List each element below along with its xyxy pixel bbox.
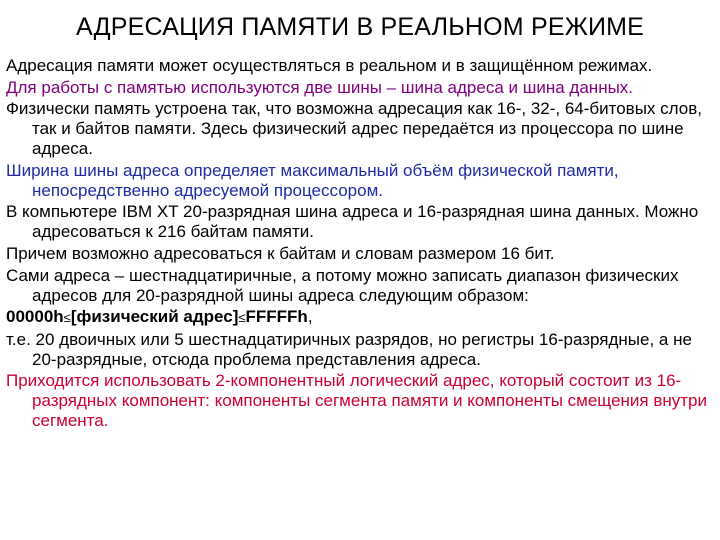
paragraph-ibm-xt: В компьютере IBM XT 20-разрядная шина адреса и 16-разрядная шина данных. Можно адресоваться к 216 байтам памяти. bbox=[6, 202, 699, 242]
address-range-formula bbox=[6, 307, 712, 328]
paragraph-logical-address: Приходится использовать 2-компонентный логический адрес, который состоит из 16-разрядных компонент: компоненты сегмента памяти и компоненты смещения внутри сегмента. bbox=[6, 371, 708, 431]
paragraph-addressing-modes: Адресация памяти может осуществляться в реальном и в защищённом режимах. bbox=[6, 56, 653, 75]
paragraph-bus-width: Ширина шины адреса определяет максимальный объём физической памяти, непосредственно адресуемой процессором. bbox=[6, 160, 619, 200]
slide-body bbox=[6, 56, 712, 433]
formula-middle: [физический адрес] bbox=[70, 307, 239, 327]
paragraph-two-buses: Для работы с памятью используются две шины – шина адреса и шина данных. bbox=[6, 77, 634, 97]
formula-trail: , bbox=[307, 307, 313, 327]
formula-end: FFFFFh bbox=[245, 307, 308, 327]
paragraph-physical-memory: Физически память устроена так, что возможна адресация как 16-, 32-, 64-битовых слов, так и байтов памяти. Здесь физический адрес передаётся из процессора по шине адреса. bbox=[6, 99, 702, 159]
paragraph-bytes-words: Причем возможно адресоваться к байтам и словам размером 16 бит. bbox=[6, 243, 555, 263]
paragraph-register-problem: т.е. 20 двоичных или 5 шестнадцатиричных разрядов, но регистры 16-разрядные, а не 20-разрядные, отсюда проблема представления адреса. bbox=[6, 329, 692, 369]
formula-arrow-right: ≤ bbox=[238, 310, 246, 326]
slide-title: АДРЕСАЦИЯ ПАМЯТИ В РЕАЛЬНОМ РЕЖИМЕ bbox=[75, 13, 645, 41]
paragraph-hex-addresses: Сами адреса – шестнадцатиричные, а потому можно записать диапазон физических адресов для 20-разрядной шины адреса следующим образом: bbox=[6, 265, 679, 305]
formula-arrow-left: ≤ bbox=[63, 310, 71, 326]
formula-start: 00000h bbox=[6, 307, 64, 327]
